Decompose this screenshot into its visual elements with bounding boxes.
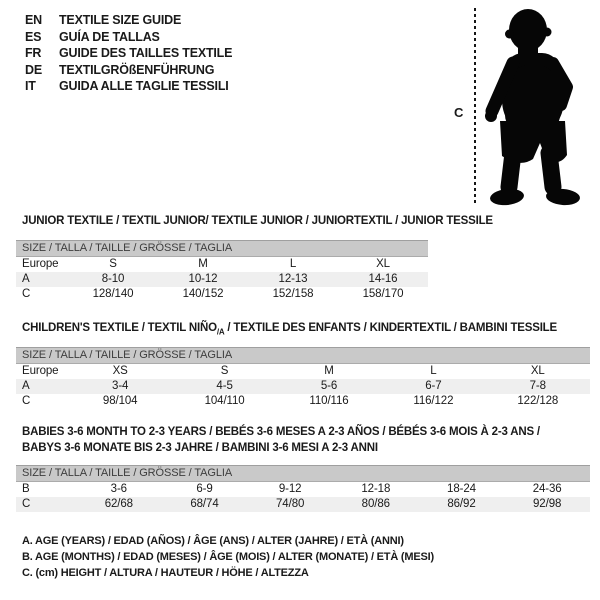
- size-cell: XL: [530, 365, 545, 377]
- size-cell: 128/140: [92, 288, 134, 300]
- section-title-junior: JUNIOR TEXTILE / TEXTIL JUNIOR/ TEXTILE JUNIOR / JUNIORTEXTIL / JUNIOR TESSILE: [22, 215, 493, 227]
- size-cell: XL: [376, 258, 390, 270]
- row-label: Europe: [22, 365, 59, 377]
- language-code: IT: [25, 79, 36, 94]
- height-measure-dashed-line: [474, 8, 476, 206]
- size-cell: 86/92: [447, 498, 476, 510]
- size-cell: 122/128: [517, 395, 559, 407]
- language-row-it: [25, 78, 232, 95]
- row-label: A: [22, 380, 30, 392]
- section-title-text: / TEXTILE DES ENFANTS / KINDERTEXTIL / BAMBINI TESSILE: [224, 322, 557, 334]
- footnote-b: B. AGE (MONTHS) / EDAD (MESES) / ÂGE (MOIS) / ALTER (MONATE) / ETÀ (MESI): [22, 551, 434, 563]
- height-measure-label: C: [454, 105, 464, 120]
- language-title: TEXTILE SIZE GUIDE: [59, 13, 182, 27]
- table-row-europe: [16, 257, 428, 272]
- footnote-c: C. (cm) HEIGHT / ALTURA / HAUTEUR / HÖHE / ALTEZZA: [22, 567, 309, 579]
- size-cell: 158/170: [362, 288, 404, 300]
- size-cell: 12-13: [278, 273, 308, 285]
- size-cell: 3-4: [112, 380, 129, 392]
- table-row-height: [16, 287, 428, 302]
- size-cell: 14-16: [368, 273, 398, 285]
- footnotes: [22, 533, 434, 581]
- language-title: TEXTILGRÖßENFÜHRUNG: [59, 62, 215, 77]
- size-cell: 62/68: [104, 498, 133, 510]
- language-row-fr: [25, 45, 232, 62]
- table-row-height: [16, 497, 590, 512]
- size-cell: S: [109, 258, 117, 270]
- size-cell: 24-36: [532, 483, 562, 495]
- size-cell: L: [289, 258, 297, 270]
- language-code: ES: [25, 29, 42, 44]
- section-title-text: CHILDREN'S TEXTILE / TEXTIL NIÑO: [22, 322, 217, 334]
- size-cell: 92/98: [533, 498, 562, 510]
- table-row-age: [16, 379, 590, 394]
- size-header-bar: SIZE / TALLA / TAILLE / GRÖSSE / TAGLIA: [16, 465, 590, 482]
- size-cell: M: [198, 258, 208, 270]
- row-label: B: [22, 483, 30, 495]
- size-table-children: [16, 347, 590, 409]
- row-label: A: [22, 273, 30, 285]
- language-legend: [25, 12, 232, 95]
- language-code: EN: [25, 13, 42, 27]
- language-code: FR: [25, 46, 42, 61]
- size-cell: L: [430, 365, 437, 377]
- language-title: GUIDA ALLE TAGLIE TESSILI: [59, 79, 229, 94]
- size-table-junior: [16, 240, 428, 302]
- size-cell: 104/110: [204, 395, 245, 407]
- section-title-babies: [22, 424, 540, 456]
- footnote-a: A. AGE (YEARS) / EDAD (AÑOS) / ÂGE (ANS) / ALTER (JAHRE) / ETÀ (ANNI): [22, 535, 404, 547]
- size-header-bar: SIZE / TALLA / TAILLE / GRÖSSE / TAGLIA: [16, 240, 428, 257]
- section-title-children: [22, 320, 557, 340]
- row-label: C: [22, 395, 31, 407]
- size-cell: 6-7: [425, 380, 442, 392]
- size-cell: 6-9: [196, 483, 213, 495]
- size-cell: 74/80: [276, 498, 305, 510]
- size-cell: S: [220, 365, 229, 377]
- size-cell: 3-6: [110, 483, 127, 495]
- section-title-line1: BABIES 3-6 MONTH TO 2-3 YEARS / BEBÉS 3-6 MESES A 2-3 AÑOS / BÉBÉS 3-6 MOIS À 2-3 ANS /: [22, 426, 540, 438]
- size-cell: 140/152: [182, 288, 224, 300]
- size-cell: 10-12: [188, 273, 218, 285]
- table-row-europe: [16, 364, 590, 379]
- row-label: C: [22, 288, 31, 300]
- language-title: GUIDE DES TAILLES TEXTILE: [59, 46, 233, 61]
- table-row-age: [16, 272, 428, 287]
- size-cell: 98/104: [102, 395, 138, 407]
- row-label: C: [22, 498, 31, 510]
- size-cell: 110/116: [309, 395, 349, 407]
- size-cell: 18-24: [447, 483, 476, 495]
- size-cell: 5-6: [320, 380, 338, 392]
- size-cell: 9-12: [278, 483, 302, 495]
- size-table-babies: [16, 465, 590, 512]
- size-cell: 8-10: [101, 273, 125, 285]
- language-row-de: [25, 62, 232, 79]
- size-cell: 12-18: [361, 483, 391, 495]
- table-row-height: [16, 394, 590, 409]
- table-row-months: [16, 482, 590, 497]
- language-row-en: [25, 12, 232, 29]
- row-label: Europe: [22, 258, 59, 270]
- size-cell: 4-5: [216, 380, 233, 392]
- size-cell: 116/122: [413, 395, 454, 407]
- size-cell: 7-8: [529, 380, 546, 392]
- section-title-subscript: /A: [216, 327, 225, 337]
- size-cell: M: [324, 365, 334, 377]
- size-cell: 68/74: [190, 498, 219, 510]
- language-code: DE: [25, 62, 42, 77]
- size-cell: 80/86: [361, 498, 390, 510]
- section-title-line2: BABYS 3-6 MONATE BIS 2-3 JAHRE / BAMBINI 3-6 MESI A 2-3 ANNI: [22, 442, 378, 454]
- size-header-bar: SIZE / TALLA / TAILLE / GRÖSSE / TAGLIA: [16, 347, 590, 364]
- language-row-es: [25, 29, 232, 46]
- size-cell: 152/158: [272, 288, 314, 300]
- language-title: GUÍA DE TALLAS: [59, 29, 160, 44]
- size-cell: XS: [112, 365, 128, 377]
- baby-silhouette-icon: [483, 5, 593, 207]
